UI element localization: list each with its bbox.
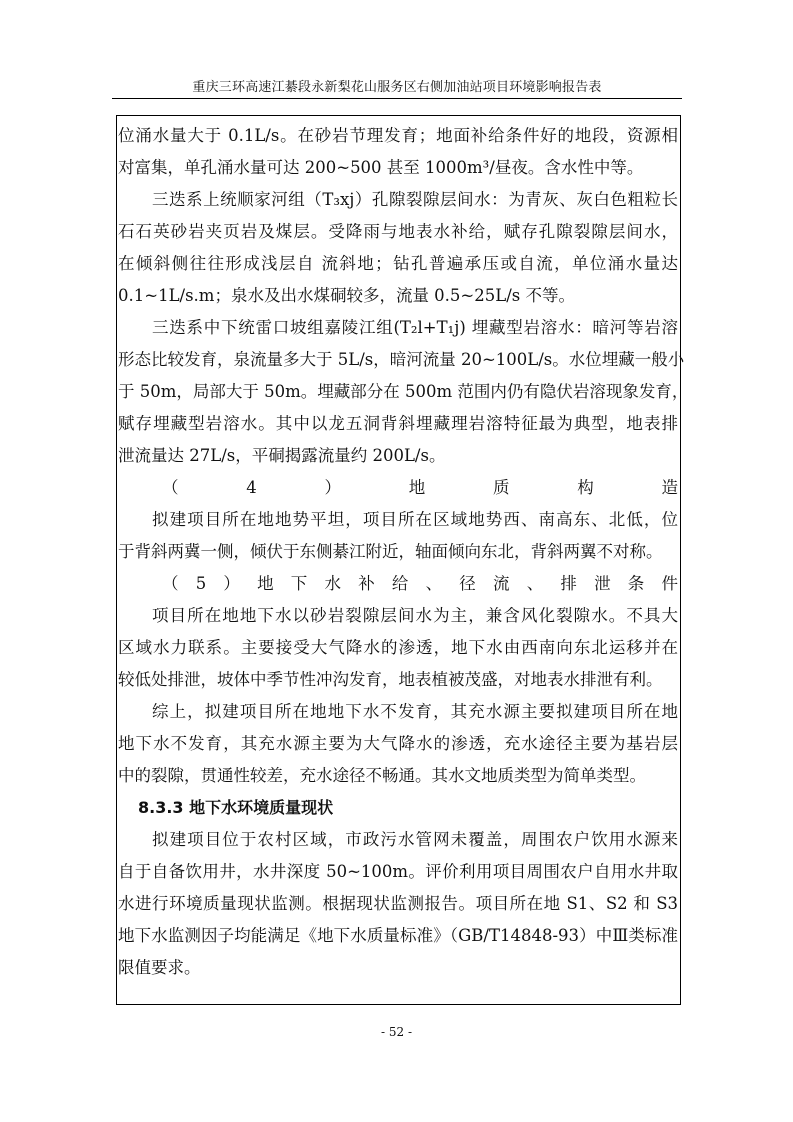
running-header: 重庆三环高速江綦段永新梨花山服务区右侧加油站项目环境影响报告表 [192,80,602,95]
text-line: 拟建项目所在地地势平坦，项目所在区域地势西、南高东、北低，位 [152,510,678,529]
text-line: 地下水不发育，其充水源主要为大气降水的渗透，充水途径主要为基岩层 [118,734,678,753]
paragraph-1 [118,120,678,184]
page-number: - 52 - [380,1025,412,1039]
text-line: 综上，拟建项目所在地地下水不发育，其充水源主要拟建项目所在地 [152,702,678,721]
text-line: 位涌水量大于 0.1L/s。在砂岩节理发育；地面补给条件好的地段，资源相 [118,126,678,145]
document-body [118,120,689,984]
text-line: 0.1~1L/s.m；泉水及出水煤硐较多，流量 0.5~25L/s 不等。 [118,286,575,305]
text-line: 项目所在地地下水以砂岩裂隙层间水为主，兼含风化裂隙水。不具大 [152,606,678,625]
text-line: 赋存埋藏型岩溶水。其中以龙五洞背斜埋藏理岩溶特征最为典型，地表排 [118,414,678,433]
section-heading-8-3-3: 8.3.3 地下水环境质量现状 [138,798,334,817]
text-line: 对富集，单孔涌水量可达 200~500 甚至 1000m³/昼夜。含水性中等。 [118,158,644,177]
text-line: 三迭系中下统雷口坡组嘉陵江组(T₂l+T₁j) 埋藏型岩溶水：暗河等岩溶 [152,318,678,337]
text-line: 拟建项目位于农村区域，市政污水管网未覆盖，周围农户饮用水源来 [152,830,678,849]
text-line: 于 50m，局部大于 50m。埋藏部分在 500m 范围内仍有隐伏岩溶现象发育， [118,382,689,401]
paragraph-7 [118,824,678,984]
paragraph-5 [118,600,678,696]
paragraph-6 [118,696,678,792]
text-line: 三迭系上统顺家河组（T₃xj）孔隙裂隙层间水：为青灰、灰白色粗粒长 [152,190,678,209]
text-line: 石石英砂岩夹页岩及煤层。受降雨与地表水补给，赋存孔隙裂隙层间水， [118,222,678,241]
sub-heading-groundwater-recharge: （5）地下水补给、径流、排泄条件 [162,574,678,593]
text-line: 较低处排泄，坡体中季节性冲沟发育，地表植被茂盛，对地表水排泄有利。 [118,670,663,689]
text-line: 区域水力联系。主要接受大气降水的渗透，地下水由西南向东北运移并在 [118,638,678,657]
text-line: 限值要求。 [118,958,201,977]
text-line: 自于自备饮用井，水井深度 50~100m。评价利用项目周围农户自用水井取 [118,862,678,881]
header-rule [112,98,682,99]
paragraph-3 [118,312,689,472]
paragraph-4 [118,504,678,568]
text-line: 于背斜两冀一侧，倾伏于东侧綦江附近，轴面倾向东北，背斜两翼不对称。 [118,542,663,561]
text-line: 水进行环境质量现状监测。根据现状监测报告。项目所在地 S1、S2 和 S3 [118,894,678,913]
text-line: 泄流量达 27L/s，平硐揭露流量约 200L/s。 [118,446,446,465]
text-line: 中的裂隙，贯通性较差，充水途径不畅通。其水文地质类型为简单类型。 [118,766,646,785]
text-line: 形态比较发育，泉流量多大于 5L/s，暗河流量 20~100L/s。水位埋藏一般小 [118,350,685,369]
text-line: 在倾斜侧往往形成浅层自 流斜地；钻孔普遍承压或自流，单位涌水量达 [118,254,678,273]
paragraph-2 [118,184,678,312]
text-line: 地下水监测因子均能满足《地下水质量标准》（GB/T14848-93）中Ⅲ类标准 [118,926,678,945]
sub-heading-geology: （4）地质构造 [162,478,678,497]
